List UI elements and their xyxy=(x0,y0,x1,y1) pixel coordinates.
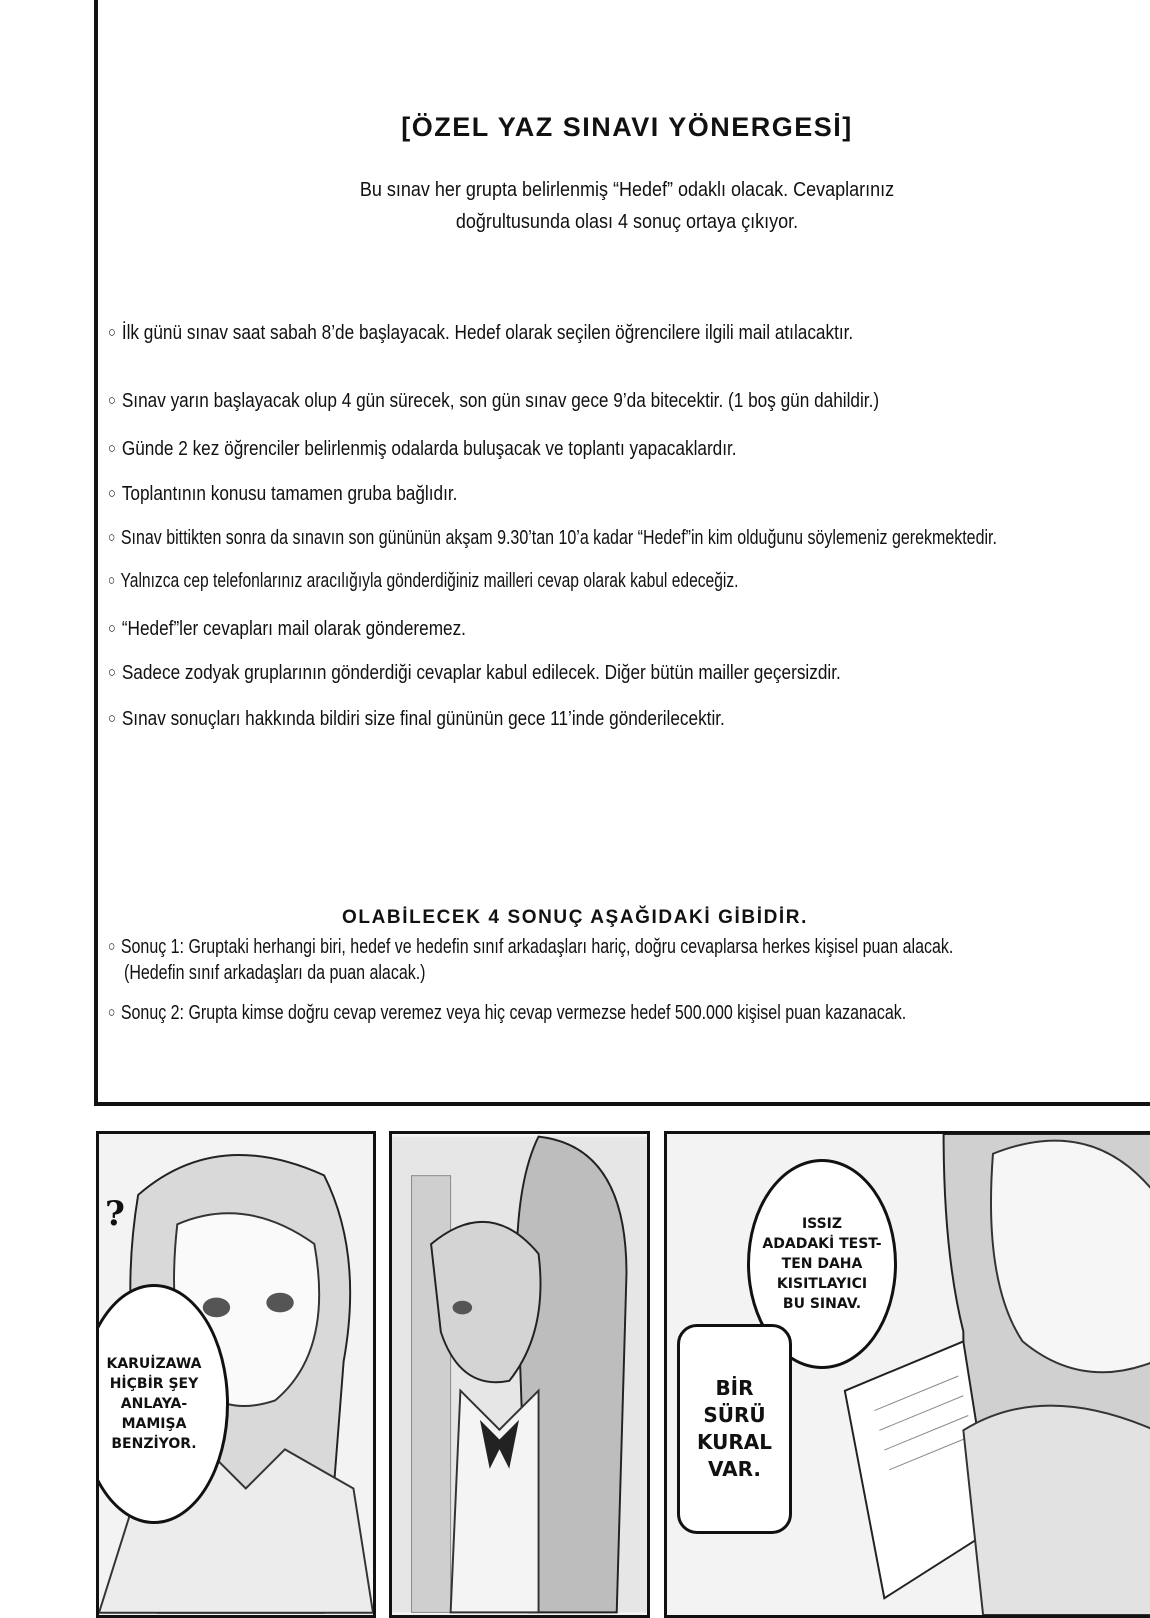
question-mark-icon: ? xyxy=(105,1194,125,1234)
rule-text: “Hedef”ler cevapları mail olarak gönderemez. xyxy=(121,618,466,640)
outcome-text: Sonuç 2: Grupta kimse doğru cevap veremez veya hiç cevap vermezse hedef 500.000 kişisel puan kazanacak. xyxy=(120,1002,907,1024)
outcome-note: (Hedefin sınıf arkadaşları da puan alacak.) xyxy=(124,962,426,984)
rule-text: Günde 2 kez öğrenciler belirlenmiş odalarda buluşacak ve toplantı yapacaklardır. xyxy=(121,438,737,460)
bullet-icon: ○ xyxy=(108,664,116,681)
outcome-item xyxy=(108,936,953,959)
rule-text: Sınav sonuçları hakkında bildiri size final gününün gece 11’inde gönderilecektir. xyxy=(121,708,725,730)
rule-text: Sadece zodyak gruplarının gönderdiği cevaplar kabul edilecek. Diğer bütün mailler geçersizdir. xyxy=(121,662,841,684)
rule-text: Sınav yarın başlayacak olup 4 gün sürecek, son gün sınav gece 9’da bitecektir. (1 boş gün dahildir.) xyxy=(121,390,880,412)
bullet-icon: ○ xyxy=(108,620,116,637)
rule-item xyxy=(108,708,725,731)
speech-bubble xyxy=(677,1324,792,1534)
bullet-icon: ○ xyxy=(108,1004,116,1021)
rule-item xyxy=(108,527,997,550)
document-intro xyxy=(151,174,1103,238)
bullet-icon: ○ xyxy=(108,392,116,409)
document-title: [ÖZEL YAZ SINAVI YÖNERGESİ] xyxy=(401,112,853,142)
bullet-icon: ○ xyxy=(108,529,116,546)
rule-text: Sınav bittikten sonra da sınavın son gününün akşam 9.30’tan 10’a kadar “Hedef”in kim olduğunu söylemeniz gerekmektedir. xyxy=(120,527,997,549)
rule-item xyxy=(108,322,853,345)
speech-text: BİR SÜRÜ KURAL VAR. xyxy=(696,1376,772,1481)
manga-panel-pair xyxy=(389,1131,650,1618)
rule-text: Yalnızca cep telefonlarınız aracılığıyla gönderdiğiniz mailleri cevap olarak kabul edeceğiz. xyxy=(120,570,739,592)
rule-item xyxy=(108,570,739,593)
speech-text: ISSIZ ADADAKİ TEST- TEN DAHA KISITLAYICI BU SINAV. xyxy=(762,1216,882,1312)
rule-item xyxy=(108,662,841,685)
bullet-icon: ○ xyxy=(108,938,116,955)
rule-text: Toplantının konusu tamamen gruba bağlıdır. xyxy=(121,483,458,505)
outcomes-title: OLABİLECEK 4 SONUÇ AŞAĞIDAKİ GİBİDİR. xyxy=(342,907,808,928)
bullet-icon: ○ xyxy=(108,710,116,727)
manga-panel-girl xyxy=(96,1131,376,1618)
outcome-text: Sonuç 1: Gruptaki herhangi biri, hedef ve hedefin sınıf arkadaşları hariç, doğru cevaplarsa herkes kişisel puan alacak. xyxy=(120,936,954,958)
manga-panel-boy xyxy=(664,1131,1150,1618)
rule-item xyxy=(108,618,466,641)
rule-text: İlk günü sınav saat sabah 8’de başlayacak. Hedef olarak seçilen öğrencilere ilgili mail atılacaktır. xyxy=(121,322,854,344)
bullet-icon: ○ xyxy=(108,572,116,589)
rule-item xyxy=(108,390,879,413)
students-illustration xyxy=(392,1134,647,1615)
bullet-icon: ○ xyxy=(108,440,116,457)
speech-text: KARUİZAWA HİÇBİR ŞEY ANLAYA- MAMIŞA BENZİYOR. xyxy=(106,1356,202,1452)
bullet-icon: ○ xyxy=(108,485,116,502)
intro-line-1: Bu sınav her grupta belirlenmiş “Hedef” odaklı olacak. Cevaplarınız xyxy=(359,179,895,201)
bullet-icon: ○ xyxy=(108,324,116,341)
intro-line-2: doğrultusunda olası 4 sonuç ortaya çıkıyor. xyxy=(455,211,799,233)
rule-item xyxy=(108,438,737,461)
outcome-item xyxy=(108,1002,906,1025)
rule-item xyxy=(108,483,457,506)
